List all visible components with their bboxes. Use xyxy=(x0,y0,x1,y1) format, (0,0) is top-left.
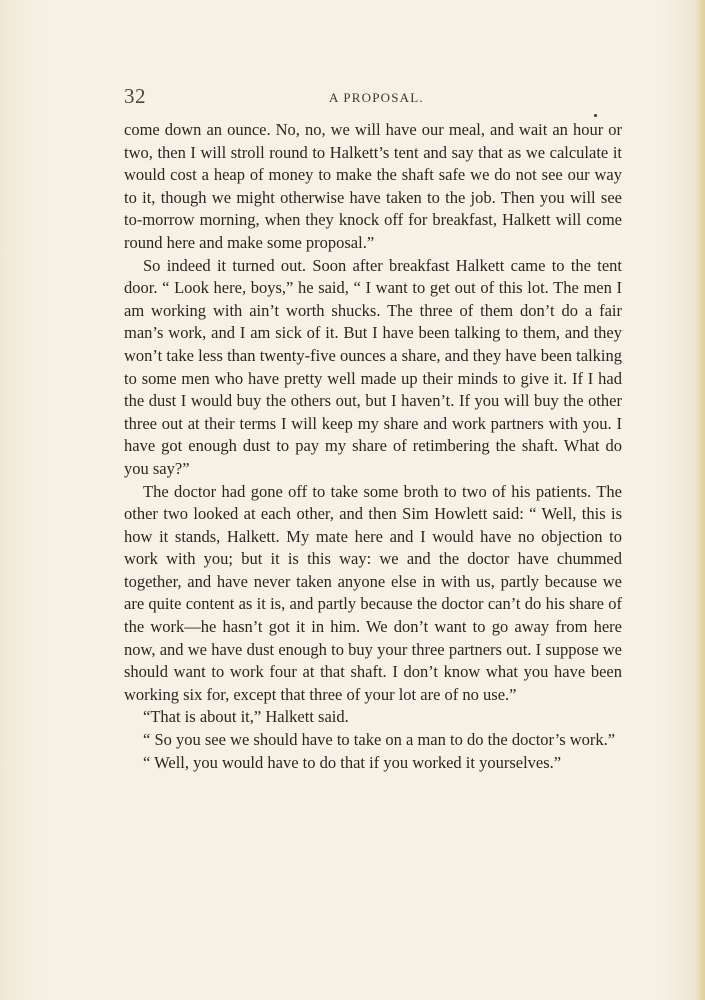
body-text xyxy=(124,119,622,774)
paragraph: “ Well, you would have to do that if you worked it yourselves.” xyxy=(143,752,562,772)
running-title: A PROPOSAL. xyxy=(329,90,424,105)
paragraph: “That is about it,” Halkett said. xyxy=(143,707,349,727)
paragraph: “ So you see we should have to take on a man to do the doctor’s work.” xyxy=(143,730,616,750)
print-speck xyxy=(594,114,597,117)
page-edge-shadow xyxy=(695,0,705,1000)
page-header xyxy=(124,84,622,110)
paragraph: So indeed it turned out. Soon after breakfast Halkett came to the tent door. “ Look here, boys,” he said, “ I want to get out of this lot. The men I am working with ain’t worth shucks. The three of them don’t do a fair man’s work, and I am sick of it. But I have been talking to them, and they won’t take less than twenty-five ounces a share, and they have been talking to some men who have pretty well made up their minds to give it. If I had the dust I would buy the others out, but I haven’t. If you will buy the other three out at their terms I will keep my share and work partners with you. I have got enough dust to pay my share of retimbering the shaft. What do you say?” xyxy=(124,255,622,478)
page-number: 32 xyxy=(124,84,146,108)
paragraph: come down an ounce. No, no, we will have our meal, and wait an hour or two, then I will stroll round to Halkett’s tent and say that as we calculate it would cost a heap of money to make the shaft safe we do not see our way to it, though we might otherwise have taken to the job. Then you will see to-morrow morning, when they knock off for breakfast, Halkett will come round here and make some proposal.” xyxy=(124,120,622,252)
paragraph: The doctor had gone off to take some broth to two of his patients. The other two looked at each other, and then Sim Howlett said: “ Well, this is how it stands, Halkett. My mate here and I would have no objection to work with you; but it is this way: we and the doctor have chummed together, and have never taken anyone else in with us, partly because we are quite content as it is, and partly because the doctor can’t do his share of the work—he hasn’t got it in him. We don’t want to go away from here now, and we have dust enough to buy your three partners out. I suppose we should want to work four at that shaft. I don’t know what you have been working six for, except that three of your lot are of no use.” xyxy=(124,481,622,704)
